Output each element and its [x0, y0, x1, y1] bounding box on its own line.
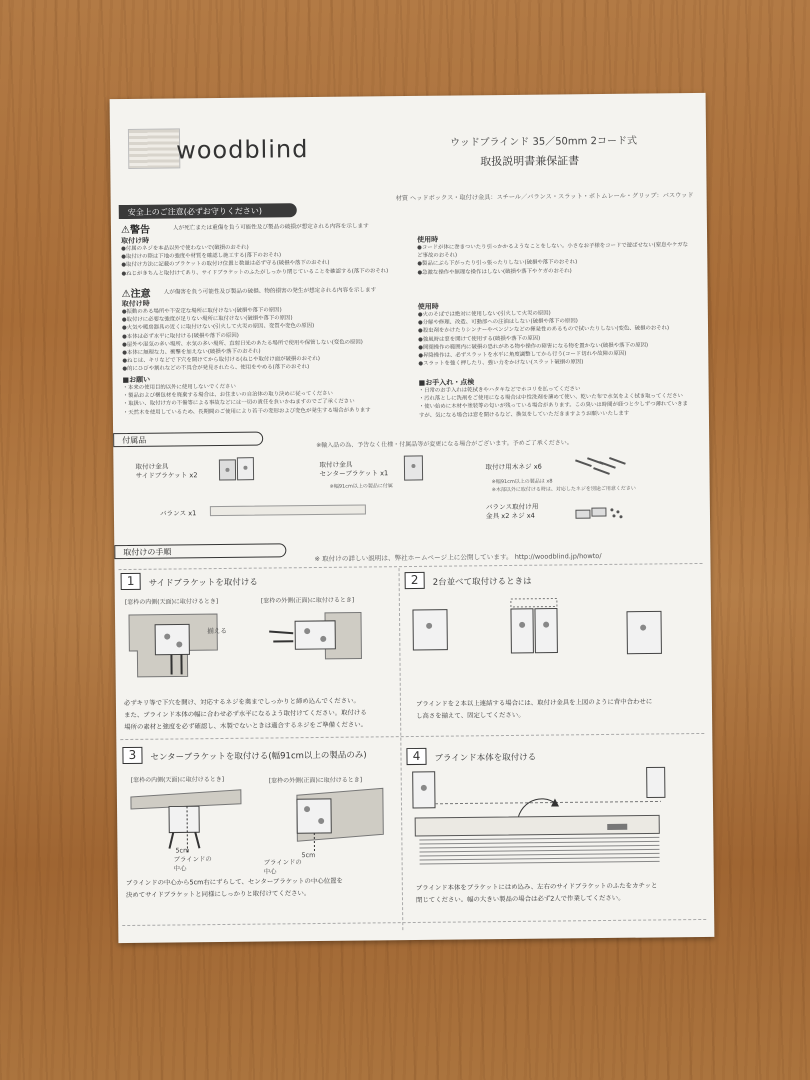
list-item: ●取付けの際は下地の強度や材質を確認し施工する(落下のおそれ) — [121, 252, 282, 261]
list-item: ・天然木を使用しているため、長期間のご使用により若干の変形および変色が発生する場合があります — [122, 407, 371, 416]
screws-note-1: ※幅91cm以上の製品は x8 — [491, 478, 553, 486]
divider — [399, 568, 404, 930]
caution-install-list — [122, 306, 363, 374]
blind-logo-image — [128, 128, 180, 169]
list-item: ●製品にぶら下がったり引っ張ったりしない(破損や落下のおそれ) — [417, 259, 578, 268]
screws-note-2: ※木部以外に取付ける時は、対応したネジを別途ご用意ください — [491, 485, 636, 494]
caution-install-label: 取付け時 — [121, 299, 150, 309]
step-1-title: サイドブラケットを取付ける — [148, 577, 258, 589]
valance-image — [210, 504, 366, 516]
list-item: ・本来の使用目的以外に使用しないでください — [122, 383, 236, 392]
care-list — [419, 384, 688, 420]
text-line: 閉じてください。幅の大きい製品の場合は必ず2人で作業してください。 — [415, 893, 625, 904]
screws-image — [573, 456, 633, 477]
text-line: ブラインド本体をブラケットにはめ込み、左右のサイドブラケットのふたをカチッと — [415, 881, 658, 892]
instruction-sheet — [110, 93, 715, 943]
text-line: 場所の素材と強度を必ず確認し、木製でないときは適合するネジをご準備ください。 — [124, 720, 368, 732]
warning-title: ⚠警告 — [120, 224, 150, 237]
parts-note: ※輸入品の為、予告なく仕様・付属品等が変更になる場合がございます。予めご了承ください。 — [316, 439, 573, 449]
list-item: ●昇降操作は、必ずスラットを水平に角度調整してから行う(コード切れや故障の原因) — [418, 350, 627, 359]
list-item: ●火気や暖房器具の近くに取付けない(引火して火災の原因、変質や変色の原因) — [121, 323, 315, 332]
text-line: ブラインドを２本以上連結する場合には、取付け金具を上図のように背中合わせに — [415, 697, 653, 708]
side-bracket-image — [217, 456, 257, 486]
align-label: 揃える — [207, 626, 227, 636]
divider — [120, 733, 704, 740]
list-item: ・使い始めに木材や塗装等の匂いが残っている場合があります。この臭いは時間が経つと少しずつ薄れていきま — [418, 401, 688, 411]
caution-title: ⚠注意 — [121, 288, 151, 301]
list-item: ・製品および梱包材を廃棄する場合は、お住まいの自治体の取り決めに従ってください — [122, 391, 333, 400]
step-3-outside-caption: [窓枠の外側(正面)に取付けるとき] — [268, 776, 363, 785]
product-name: ウッドブラインド 35／50mm 2コード式 — [450, 135, 637, 149]
step-1-outside-caption: [窓枠の外側(正面)に取付けるとき] — [260, 596, 355, 605]
step-2-title: 2台並べて取付けるときは — [432, 576, 532, 588]
text-line: 決めてサイドブラケットと同様にしっかりと取付けてください。 — [125, 889, 311, 900]
step-1-text — [124, 694, 367, 733]
step-1-outside-diagram — [265, 608, 366, 669]
brand-logo-text: woodblind — [175, 135, 309, 165]
warning-description: 人が死亡または重傷を負う可能性及び製品の破損が想定される内容を示します — [172, 223, 369, 232]
step-3-inside-caption: [窓枠の内側(天面)に取付けるとき] — [130, 775, 225, 784]
warning-use-label: 使用時 — [417, 235, 439, 244]
caution-use-label: 使用時 — [417, 302, 439, 311]
step-3-center-label: ブラインドの 中心 — [173, 855, 212, 873]
list-item: ●本体に無理な力、衝撃を加えない(破損や落下のおそれ) — [122, 348, 261, 357]
install-note: ※ 取付けの詳しい説明は、弊社ホームページ上に公開しています。 http://woodblind.jp/howto/ — [314, 552, 602, 564]
step-4-number: 4 — [406, 748, 426, 765]
text-line: ブラインドの中心から5cm右にずらして、センターブラケットの中心位置を — [125, 876, 343, 888]
center-bracket-label: 取付け金具 センターブラケット x1 — [319, 460, 389, 478]
warning-use-list — [417, 241, 688, 277]
step-3-title: センターブラケットを取付ける(幅91cm以上の製品のみ) — [150, 750, 367, 763]
valance-hardware-image — [574, 504, 628, 523]
step-1-number: 1 — [121, 573, 141, 590]
install-banner: 取付けの手順 — [114, 543, 286, 559]
step-3-number: 3 — [122, 747, 142, 764]
list-item: ●急激な操作や無理な操作はしない(破損や落下やケガのおそれ) — [417, 267, 572, 276]
caution-description: 人が傷害を負う可能性及び製品の破損、物的損害の発生が想定される内容を示します — [163, 287, 377, 296]
warning-install-label: 取付け時 — [121, 236, 150, 246]
step-3-outside-diagram — [277, 784, 388, 855]
center-bracket-note: ※幅91cm以上の製品に付属 — [329, 483, 393, 490]
request-list — [123, 381, 371, 416]
caution-use-list — [418, 308, 670, 368]
list-item: ●スラットを強く押したり、強い力をかけない(スラット破損の原因) — [418, 359, 584, 368]
divider — [119, 563, 703, 570]
list-item: ど事故のおそれ) — [417, 252, 458, 260]
list-item: ●付属のネジを本品以外で使わないで(破損のおそれ) — [121, 244, 249, 253]
list-item: すが、気になる場合は窓を開けるなど、換気をしていただきますようお願いいたします — [418, 410, 630, 419]
manual-title: 取扱説明書兼保証書 — [480, 154, 580, 169]
list-item: ●取付けに必要な強度が足りない場所に取付けない(破損や落下の原因) — [121, 315, 293, 324]
warning-install-list — [121, 242, 388, 278]
parts-banner: 付属品 — [113, 432, 263, 448]
step-2-number: 2 — [405, 572, 425, 589]
text-line: また、ブラインド本体の幅に合わせ必ず水平になるよう取付けてください。取付ける — [124, 708, 367, 720]
text-line: し高さを揃えて、固定してください。 — [416, 710, 525, 720]
safety-banner: 安全上のご注意(必ずお守りください) — [119, 203, 297, 219]
step-3-dim-inside: 5cm — [175, 846, 190, 855]
list-item: ●本体は必ず水平に取付ける(破損や落下の原因) — [122, 332, 239, 340]
request-title: ■お願い — [122, 375, 151, 385]
list-item: ●分解や修理、改造、可動部への注油はしない(破損や落下の原因) — [417, 318, 578, 327]
list-item: ●屋外や湿気の多い場所、水気の多い場所、直射日光のあたる場所で使用や保管しない(変色の原因) — [122, 339, 363, 348]
list-item: ●ねじは、キリなどで下穴を開けてから取付ける(ねじや取付け面が破損のおそれ) — [122, 356, 320, 365]
step-1-inside-caption: [窓枠の内側(天面)に取付けるとき] — [124, 598, 219, 607]
step-4-diagram — [411, 761, 702, 876]
list-item: ●振動のある場所や不安定な場所に取付けない(破損や落下の原因) — [121, 307, 282, 316]
step-3-center-label-outside: ブラインドの 中心 — [263, 858, 302, 876]
divider — [122, 919, 706, 926]
step-2-diagram — [411, 593, 702, 676]
list-item: ●ねじがきちんと取付けてあり、サイドブラケットのふたがしっかり閉じていることを確認する(落下のおそれ) — [121, 267, 389, 277]
screws-label: 取付け用木ネジ x6 — [485, 462, 542, 472]
step-4-text — [416, 879, 658, 906]
list-item: ●強風時は窓を開けて使用する(破損や落下の原因) — [418, 335, 541, 343]
step-1-inside-diagram — [127, 610, 248, 681]
text-line: 必ずキリ等で下穴を開け、対応するネジを奥までしっかりと締め込んでください。 — [123, 696, 360, 708]
material-spec: 材質 ヘッドボックス・取付け金具：スチール／バランス・スラット・ボトムレール・グリップ：バスウッド — [395, 192, 694, 203]
side-bracket-label: 取付け金具 サイドブラケット x2 — [135, 462, 198, 480]
list-item: ●取付け方法に記載のブラケットの取付け位置と数量は必ず守る(破損や落下のおそれ) — [121, 260, 330, 269]
list-item: ●殺虫剤をかけたりシンナーやベンジンなどの揮発性のあるもので拭いたりしない(変色、破損のおそれ) — [418, 325, 670, 335]
list-item: ●火のそばでは絶対に使用しない(引火して火災の原因) — [417, 310, 551, 318]
list-item: ・日常のお手入れは乾拭きやハタキなどでホコリを払ってください — [418, 386, 581, 394]
list-item: ●的にひびや割れなどの不具合が発見されたら、使用をやめる(落下のおそれ) — [122, 364, 310, 373]
step-2-text — [416, 695, 653, 721]
care-title: ■お手入れ・点検 — [418, 378, 475, 387]
step-3-dim-outside: 5cm — [301, 851, 316, 860]
step-4-title: ブラインド本体を取付ける — [434, 752, 537, 764]
list-item: ●コードが体に巻きついたり引っかかるようなことをしない。小さなお子様をコードで遊ばせない(窒息やケガな — [417, 242, 689, 251]
center-bracket-image — [401, 454, 427, 484]
list-item: ●開閉操作の範囲内に破損の恐れがある物や操作の障害になる物を置かない(破損や落下の原因) — [418, 342, 649, 351]
valance-label: バランス x1 — [159, 509, 197, 518]
step-3-text — [126, 875, 343, 901]
list-item: ・取扱い、取付け方の不備等による事故などには一切の責任を負いかねますのでご了承ください — [122, 399, 355, 408]
valance-hardware-label: バランス取付け用 金具 x2 ネジ x4 — [485, 502, 539, 521]
list-item: ・汚れ落としに洗剤をご使用になる場合は中性洗剤を薄めて使い、乾いた布で水気をよく拭き取ってください — [418, 393, 683, 403]
